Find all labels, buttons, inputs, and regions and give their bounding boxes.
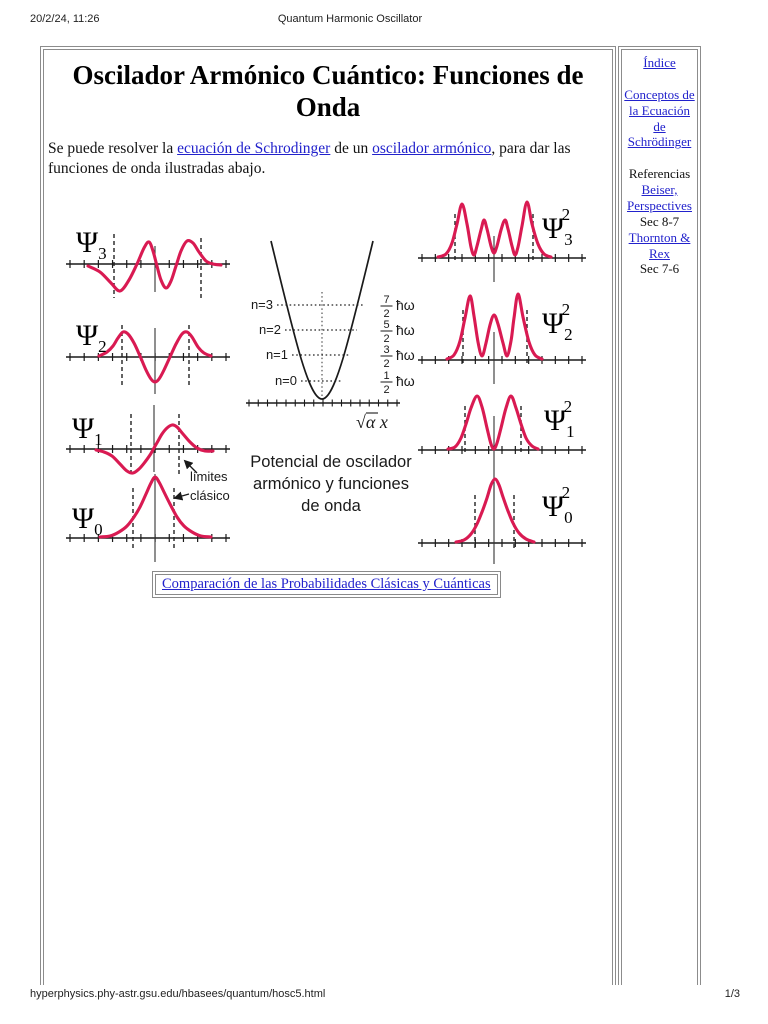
energy-fraction-numerator: 5 (383, 319, 390, 331)
energy-fraction-numerator: 3 (383, 344, 390, 356)
sidebar-label-referencias: Referencias (628, 166, 691, 182)
classical-limits-annotation (175, 461, 230, 503)
intro-paragraph (48, 139, 609, 179)
psi2-label: $\Psi_2$ (76, 319, 107, 356)
hbar-omega-label: ħω (396, 322, 415, 338)
harmonic-oscillator-link[interactable]: oscilador armónico (372, 139, 492, 157)
psi1-plot (66, 405, 230, 477)
psi2sq-plot (418, 294, 586, 384)
hbar-omega-label: ħω (396, 297, 415, 313)
compare-probabilities-button-inner (155, 574, 498, 595)
classical-limits-text: límites (190, 469, 228, 484)
psi3-plot (66, 226, 230, 298)
energy-fraction-numerator: 1 (383, 370, 390, 382)
hbar-omega-label: ħω (396, 373, 415, 389)
wavefunctions-figure (46, 182, 606, 574)
psi0sq-plot (418, 479, 586, 564)
sqrt-alpha-x-axis-label: √α x (356, 412, 388, 432)
psi0-label: $\Psi_0$ (72, 502, 103, 539)
hbar-omega-label: ħω (396, 347, 415, 363)
sidebar-item-conceptos-schrodinger[interactable]: Conceptos de la Ecuación de Schrödinger (624, 86, 695, 150)
psi0sq-curve (456, 479, 534, 542)
energy-fraction-denominator: 2 (383, 358, 390, 370)
sidebar-label-sec-7-6: Sec 7-6 (639, 261, 680, 277)
psi1sq-curve (448, 396, 538, 449)
level-label-n=1: n=1 (265, 347, 288, 362)
psi1-label: $\Psi_1$ (72, 412, 103, 449)
sidebar-item-thornton-rex[interactable]: Thornton & Rex (628, 229, 691, 261)
page-title: Oscilador Armónico Cuántico: Funciones de Onda (72, 60, 584, 122)
figure-caption (250, 453, 412, 515)
print-datetime: 20/2/24, 11:26 (30, 13, 100, 25)
compare-probabilities-button[interactable] (152, 571, 501, 598)
energy-fraction-denominator: 2 (383, 333, 390, 345)
level-label-n=3: n=3 (250, 297, 273, 312)
sidebar-item-beiser-perspectives[interactable]: Beiser, Perspectives (627, 182, 692, 214)
caption-line: Potencial de oscilador (250, 453, 412, 471)
psi0sq-label: $\Psi_02$ (542, 483, 573, 527)
potential-well-diagram (246, 241, 415, 432)
document-title-header: Quantum Harmonic Oscillator (277, 13, 423, 25)
energy-fraction-denominator: 2 (383, 384, 390, 396)
figure-svg (46, 182, 606, 574)
level-label-n=0: n=0 (274, 373, 297, 388)
caption-line: de onda (301, 497, 361, 515)
psi2-plot (66, 319, 230, 394)
psi2sq-label: $\Psi_22$ (542, 300, 573, 344)
energy-fraction-numerator: 7 (383, 294, 390, 306)
compare-probabilities-link[interactable]: Comparación de las Probabilidades Clásicas y Cuánticas (162, 576, 491, 592)
caption-line: armónico y funciones (253, 475, 409, 493)
energy-fraction-denominator: 2 (383, 308, 390, 320)
footer-url: hyperphysics.phy-astr.gsu.edu/hbasees/quantum/hosc5.html (30, 988, 326, 1000)
psi1sq-label: $\Psi_12$ (544, 397, 575, 441)
intro-text-3: , para dar las funciones de onda ilustradas abajo. (48, 139, 571, 177)
level-label-n=2: n=2 (258, 322, 281, 337)
classical-limits-text: clásico (190, 488, 230, 503)
classical-limits-arrow (175, 494, 189, 498)
sidebar-item-indice[interactable]: Índice (643, 55, 676, 70)
sidebar-label-sec-8-7: Sec 8-7 (639, 213, 680, 229)
psi3sq-label: $\Psi_32$ (542, 205, 573, 249)
intro-text-2: de un (330, 139, 373, 157)
intro-text-1: Se puede resolver la (48, 139, 178, 157)
schrodinger-equation-link[interactable]: ecuación de Schrodinger (177, 139, 331, 157)
sidebar-navigation (618, 46, 701, 985)
footer-page-number: 1/3 (724, 988, 740, 1000)
psi3-label: $\Psi_3$ (76, 226, 107, 263)
psi3sq-plot (418, 202, 586, 282)
